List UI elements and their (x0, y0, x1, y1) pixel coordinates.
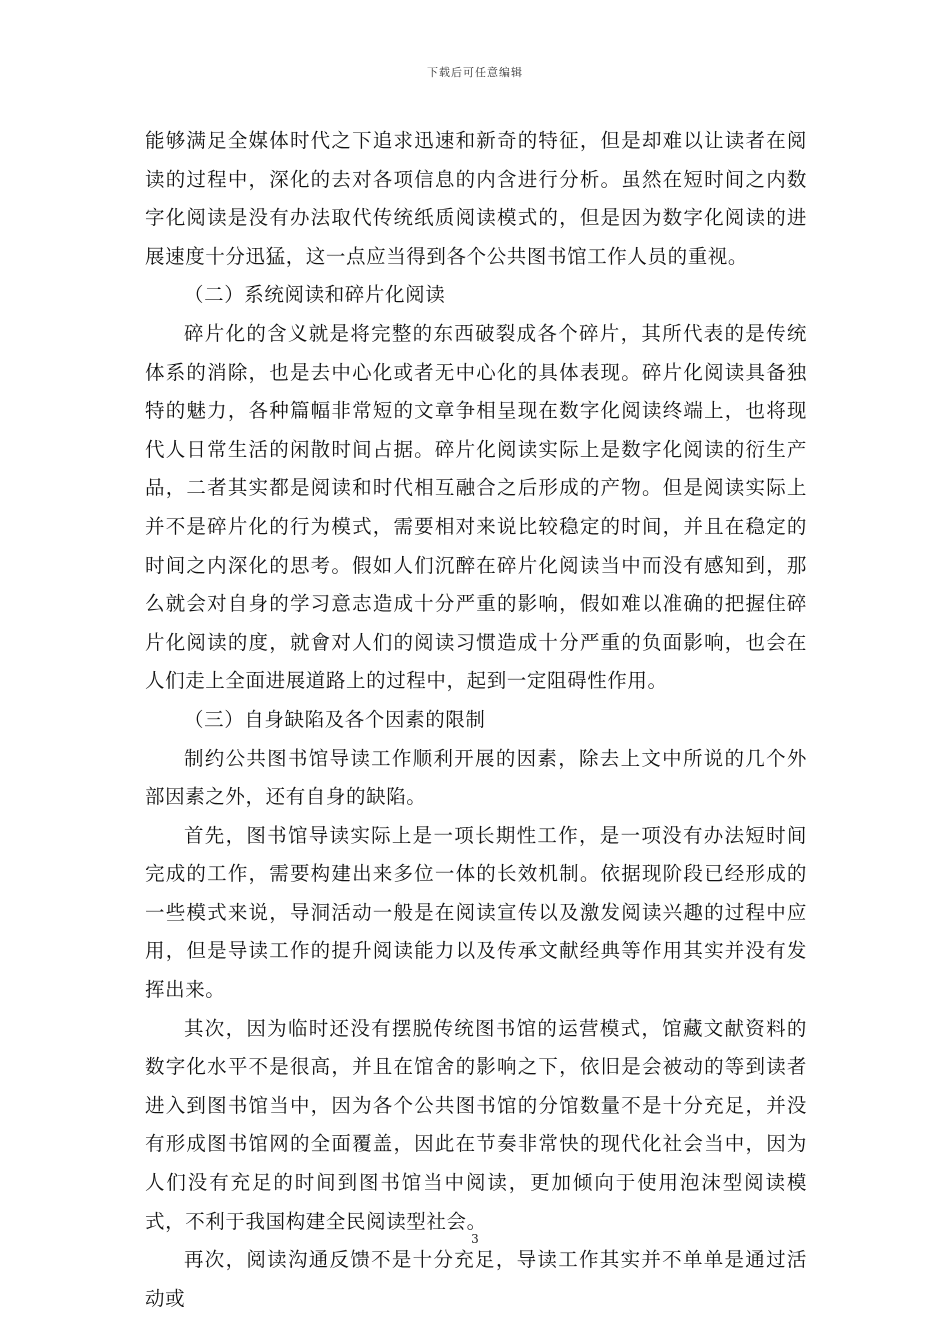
paragraph: 首先，图书馆导读实际上是一项长期性工作，是一项没有办法短时间完成的工作，需要构建出来多位一体的长效机制。依据现阶段已经形成的一些模式来说，导洞活动一般是在阅读宣传以及激发阅读兴趣的过程中应用，但是导读工作的提升阅读能力以及传承文献经典等作用其实并没有发挥出来。 (145, 823, 807, 1002)
paragraph: 碎片化的含义就是将完整的东西破裂成各个碎片，其所代表的是传统体系的消除，也是去中心化或者无中心化的具体表现。碎片化阅读具备独特的魅力，各种篇幅非常短的文章争相呈现在数字化阅读终端上，也将现代人日常生活的闲散时间占据。碎片化阅读实际上是数字化阅读的衍生产品，二者其实都是阅读和时代相互融合之后形成的产物。但是阅读实际上并不是碎片化的行为模式，需要相对来说比较稳定的时间，并且在稳定的时间之内深化的思考。假如人们沉醉在碎片化阅读当中而没有感知到，那么就会对自身的学习意志造成十分严重的影响，假如难以准确的把握住碎片化阅读的度，就會对人们的阅读习惯造成十分严重的负面影响，也会在人们走上全面进展道路上的过程中，起到一定阻碍性作用。 (145, 321, 807, 693)
section-heading: （三）自身缺陷及各个因素的限制 (184, 707, 486, 731)
section-heading: （二）系统阅读和碎片化阅读 (184, 283, 446, 307)
document-body (145, 122, 807, 1318)
paragraph: 制约公共图书馆导读工作顺利开展的因素，除去上文中所说的几个外部因素之外，还有自身的缺陷。 (145, 746, 807, 809)
paragraph: 其次，因为临时还没有摆脱传统图书馆的运营模式，馆藏文献资料的数字化水平不是很高，并且在馆舍的影响之下，依旧是会被动的等到读者进入到图书馆当中，因为各个公共图书馆的分馆数量不是十分充足，并没有形成图书馆网的全面覆盖，因此在节奏非常快的现代化社会当中，因为人们没有充足的时间到图书馆当中阅读，更加倾向于使用泡沫型阅读模式，不利于我国构建全民阅读型社会。 (145, 1016, 807, 1233)
page-number: 3 (471, 1232, 479, 1246)
paragraph: 再次，阅读沟通反馈不是十分充足，导读工作其实并不单单是通过活动或 (145, 1248, 807, 1310)
page-header: 下载后可任意编辑 (427, 66, 523, 79)
paragraph: 能够满足全媒体时代之下追求迅速和新奇的特征，但是却难以让读者在阅读的过程中，深化的去对各项信息的内含进行分析。虽然在短时间之内数字化阅读是没有办法取代传统纸质阅读模式的，但是因为数字化阅读的进展速度十分迅猛，这一点应当得到各个公共图书馆工作人员的重视。 (145, 129, 807, 268)
